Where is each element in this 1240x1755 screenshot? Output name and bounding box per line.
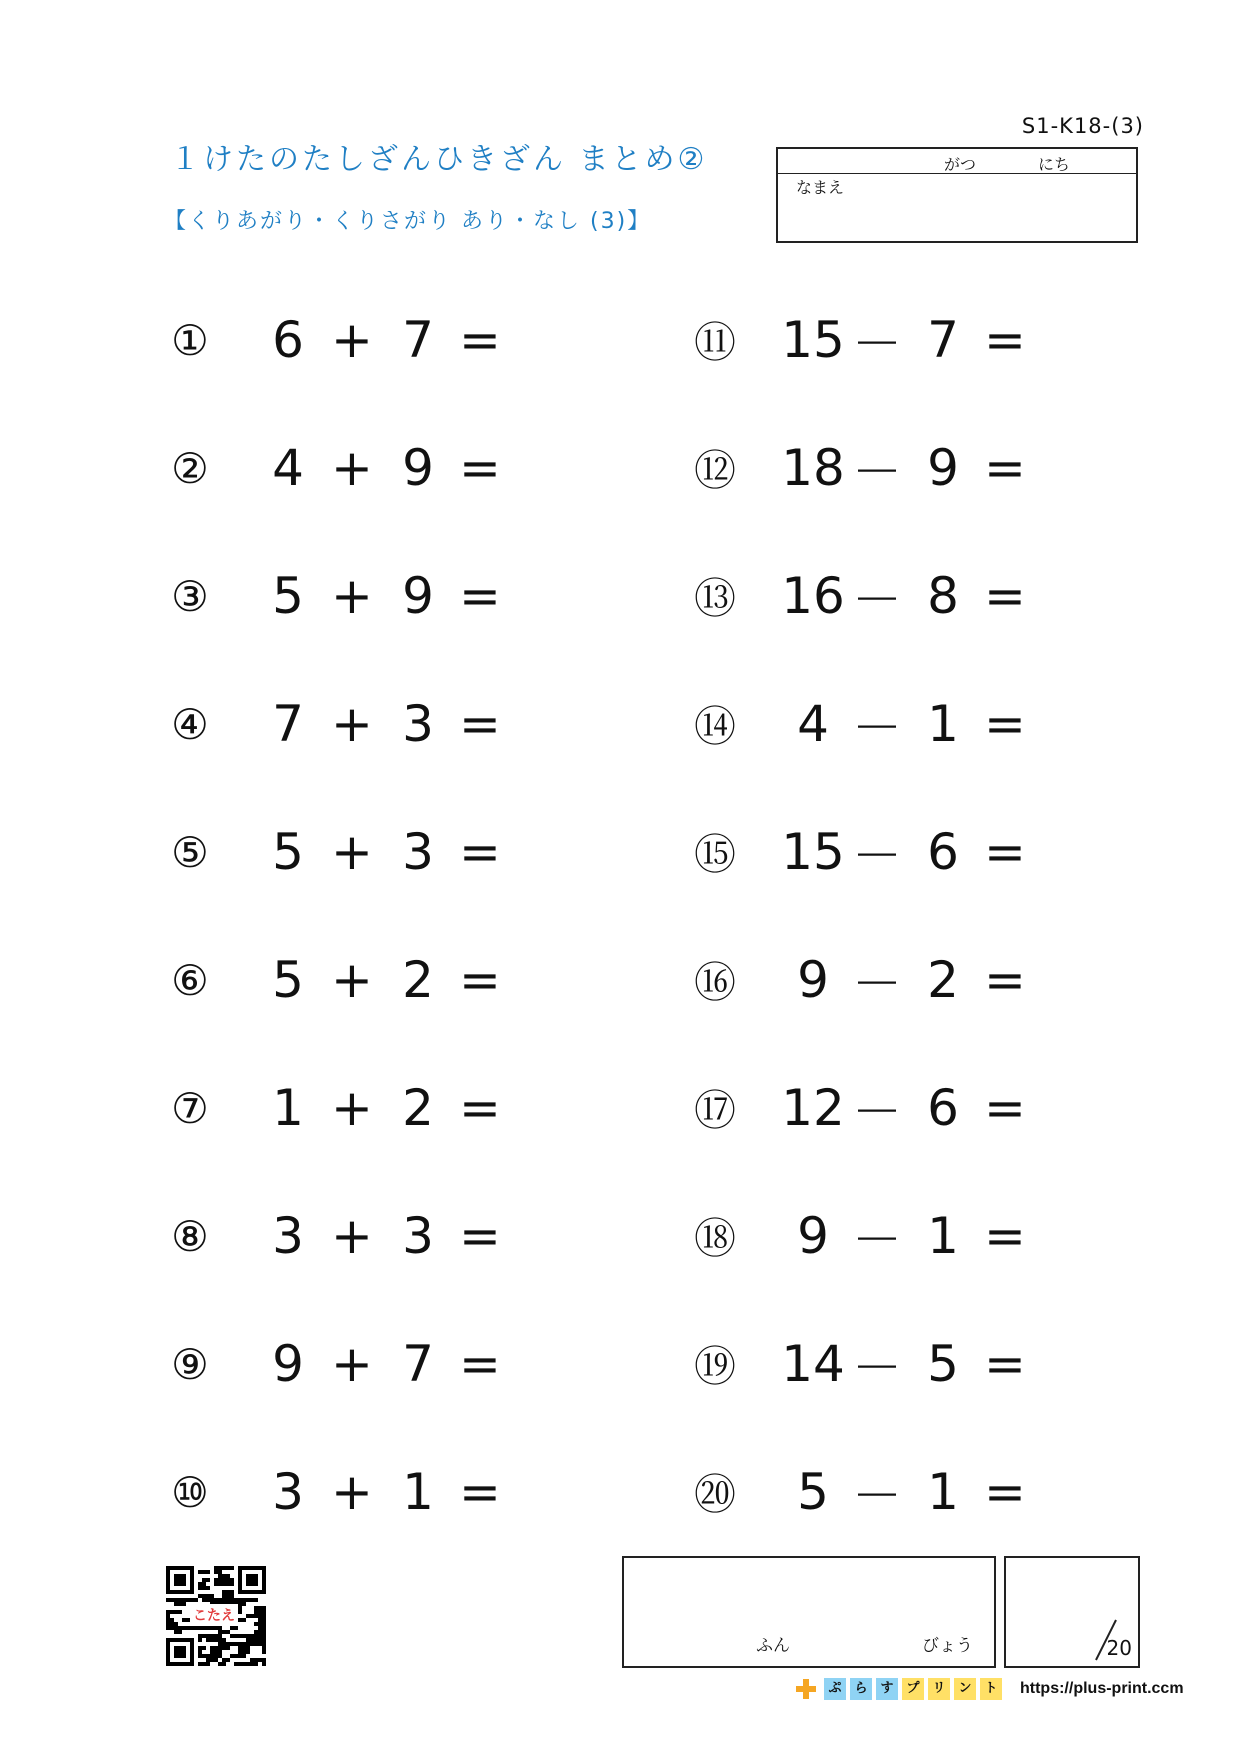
problem-b: 7 (927, 311, 959, 369)
problem-a: 9 (272, 1335, 304, 1393)
problem-eq: = (984, 1335, 1026, 1393)
problem-num: ⑯ (693, 958, 736, 1007)
problem-9 (160, 1324, 620, 1404)
problem-a: 5 (272, 823, 304, 881)
problem-a: 4 (797, 695, 829, 753)
problem-a: 15 (781, 823, 845, 881)
problem-num: ⑤ (171, 827, 209, 877)
problem-4 (160, 684, 620, 764)
problem-num: ⑨ (171, 1339, 209, 1389)
problem-b: 8 (927, 567, 959, 625)
problem-op: + (331, 1207, 373, 1265)
logo-char: ン (954, 1678, 976, 1700)
problem-a: 16 (781, 567, 845, 625)
problem-a: 5 (272, 567, 304, 625)
problem-eq: = (459, 439, 501, 497)
problem-12 (685, 428, 1145, 508)
problem-b: 2 (927, 951, 959, 1009)
problem-eq: = (459, 1079, 501, 1137)
logo-char: プ (902, 1678, 924, 1700)
problem-num: ④ (171, 699, 209, 749)
problem-b: 9 (402, 439, 434, 497)
problem-a: 15 (781, 311, 845, 369)
problem-eq: = (459, 1335, 501, 1393)
name-date-box[interactable] (776, 147, 1138, 243)
problem-eq: = (984, 1079, 1026, 1137)
problem-num: ⑭ (693, 702, 736, 751)
problem-op: + (331, 951, 373, 1009)
problem-a: 1 (272, 1079, 304, 1137)
problem-op: － (852, 699, 902, 757)
problem-a: 6 (272, 311, 304, 369)
time-box[interactable] (622, 1556, 996, 1668)
problem-op: + (331, 567, 373, 625)
problem-b: 3 (402, 823, 434, 881)
logo-char: リ (928, 1678, 950, 1700)
problem-b: 1 (927, 695, 959, 753)
problem-3 (160, 556, 620, 636)
problem-18 (685, 1196, 1145, 1276)
problem-op: + (331, 311, 373, 369)
problem-b: 1 (927, 1207, 959, 1265)
problem-b: 1 (402, 1463, 434, 1521)
problem-eq: = (984, 311, 1026, 369)
problem-a: 18 (781, 439, 845, 497)
problem-a: 5 (797, 1463, 829, 1521)
problem-b: 6 (927, 823, 959, 881)
logo-char: ト (980, 1678, 1002, 1700)
plus-logo-icon (796, 1679, 816, 1699)
problem-num: ③ (171, 571, 209, 621)
worksheet-title: １けたのたしざんひきざん まとめ② (170, 142, 708, 177)
answer-label: こたえ (190, 1604, 238, 1626)
problem-a: 5 (272, 951, 304, 1009)
problem-eq: = (459, 823, 501, 881)
problem-b: 7 (402, 311, 434, 369)
logo-char: ぷ (824, 1678, 846, 1700)
site-url[interactable]: https://plus-print.ccm (1020, 1680, 1184, 1697)
minute-label: ふん (756, 1636, 790, 1656)
problem-b: 2 (402, 1079, 434, 1137)
problem-a: 7 (272, 695, 304, 753)
problem-b: 3 (402, 1207, 434, 1265)
problem-eq: = (984, 439, 1026, 497)
problem-num: ⑦ (171, 1083, 209, 1133)
problem-op: － (852, 1211, 902, 1269)
problem-op: + (331, 1335, 373, 1393)
problem-grid (160, 300, 1040, 1540)
problem-num: ⑥ (171, 955, 209, 1005)
problem-op: － (852, 1083, 902, 1141)
problem-eq: = (459, 695, 501, 753)
problem-10 (160, 1452, 620, 1532)
problem-a: 12 (781, 1079, 845, 1137)
problem-num: ⑰ (693, 1086, 736, 1135)
score-box[interactable] (1004, 1556, 1140, 1668)
problem-eq: = (459, 311, 501, 369)
problem-eq: = (459, 1207, 501, 1265)
worksheet-code: S1-K18-(3) (1021, 114, 1144, 138)
problem-op: － (852, 315, 902, 373)
second-label: びょう (922, 1636, 973, 1656)
score-total: 20 (1106, 1636, 1132, 1660)
problem-eq: = (984, 823, 1026, 881)
problem-num: ⑩ (171, 1467, 209, 1517)
problem-eq: = (459, 951, 501, 1009)
problem-op: － (852, 827, 902, 885)
problem-a: 3 (272, 1463, 304, 1521)
problem-eq: = (984, 695, 1026, 753)
problem-a: 3 (272, 1207, 304, 1265)
problem-8 (160, 1196, 620, 1276)
month-label: がつ (944, 155, 977, 174)
problem-b: 1 (927, 1463, 959, 1521)
problem-num: ② (171, 443, 209, 493)
problem-6 (160, 940, 620, 1020)
problem-14 (685, 684, 1145, 764)
problem-op: － (852, 443, 902, 501)
problem-op: + (331, 439, 373, 497)
problem-num: ① (171, 315, 209, 365)
problem-a: 14 (781, 1335, 845, 1393)
problem-op: － (852, 571, 902, 629)
problem-7 (160, 1068, 620, 1148)
day-label: にち (1038, 155, 1071, 174)
problem-eq: = (459, 1463, 501, 1521)
problem-eq: = (984, 1207, 1026, 1265)
problem-op: － (852, 1467, 902, 1525)
problem-11 (685, 300, 1145, 380)
date-row[interactable] (778, 149, 1136, 174)
problem-20 (685, 1452, 1145, 1532)
problem-17 (685, 1068, 1145, 1148)
problem-op: + (331, 1463, 373, 1521)
problem-op: + (331, 823, 373, 881)
problem-num: ⑲ (693, 1342, 736, 1391)
problem-16 (685, 940, 1145, 1020)
problem-num: ⑱ (693, 1214, 736, 1263)
problem-num: ⑫ (693, 446, 736, 495)
problem-1 (160, 300, 620, 380)
problem-num: ⑮ (693, 830, 736, 879)
problem-2 (160, 428, 620, 508)
problem-op: － (852, 955, 902, 1013)
problem-b: 3 (402, 695, 434, 753)
problem-eq: = (984, 951, 1026, 1009)
problem-b: 5 (927, 1335, 959, 1393)
problem-num: ⑧ (171, 1211, 209, 1261)
problem-a: 9 (797, 1207, 829, 1265)
problem-eq: = (459, 567, 501, 625)
problem-op: + (331, 1079, 373, 1137)
problem-b: 2 (402, 951, 434, 1009)
logo-char: す (876, 1678, 898, 1700)
problem-op: + (331, 695, 373, 753)
problem-eq: = (984, 1463, 1026, 1521)
problem-num: ⑪ (693, 318, 736, 367)
problem-13 (685, 556, 1145, 636)
name-label: なまえ (796, 178, 845, 197)
problem-5 (160, 812, 620, 892)
problem-a: 4 (272, 439, 304, 497)
worksheet-subtitle: 【くりあがり・くりさがり あり・なし (3)】 (164, 209, 652, 234)
problem-15 (685, 812, 1145, 892)
problem-op: － (852, 1339, 902, 1397)
problem-num: ⑬ (693, 574, 736, 623)
problem-b: 6 (927, 1079, 959, 1137)
problem-b: 7 (402, 1335, 434, 1393)
problem-19 (685, 1324, 1145, 1404)
problem-b: 9 (402, 567, 434, 625)
problem-b: 9 (927, 439, 959, 497)
problem-eq: = (984, 567, 1026, 625)
problem-num: ⑳ (693, 1470, 736, 1519)
logo-char: ら (850, 1678, 872, 1700)
footer (796, 1678, 1184, 1700)
problem-a: 9 (797, 951, 829, 1009)
